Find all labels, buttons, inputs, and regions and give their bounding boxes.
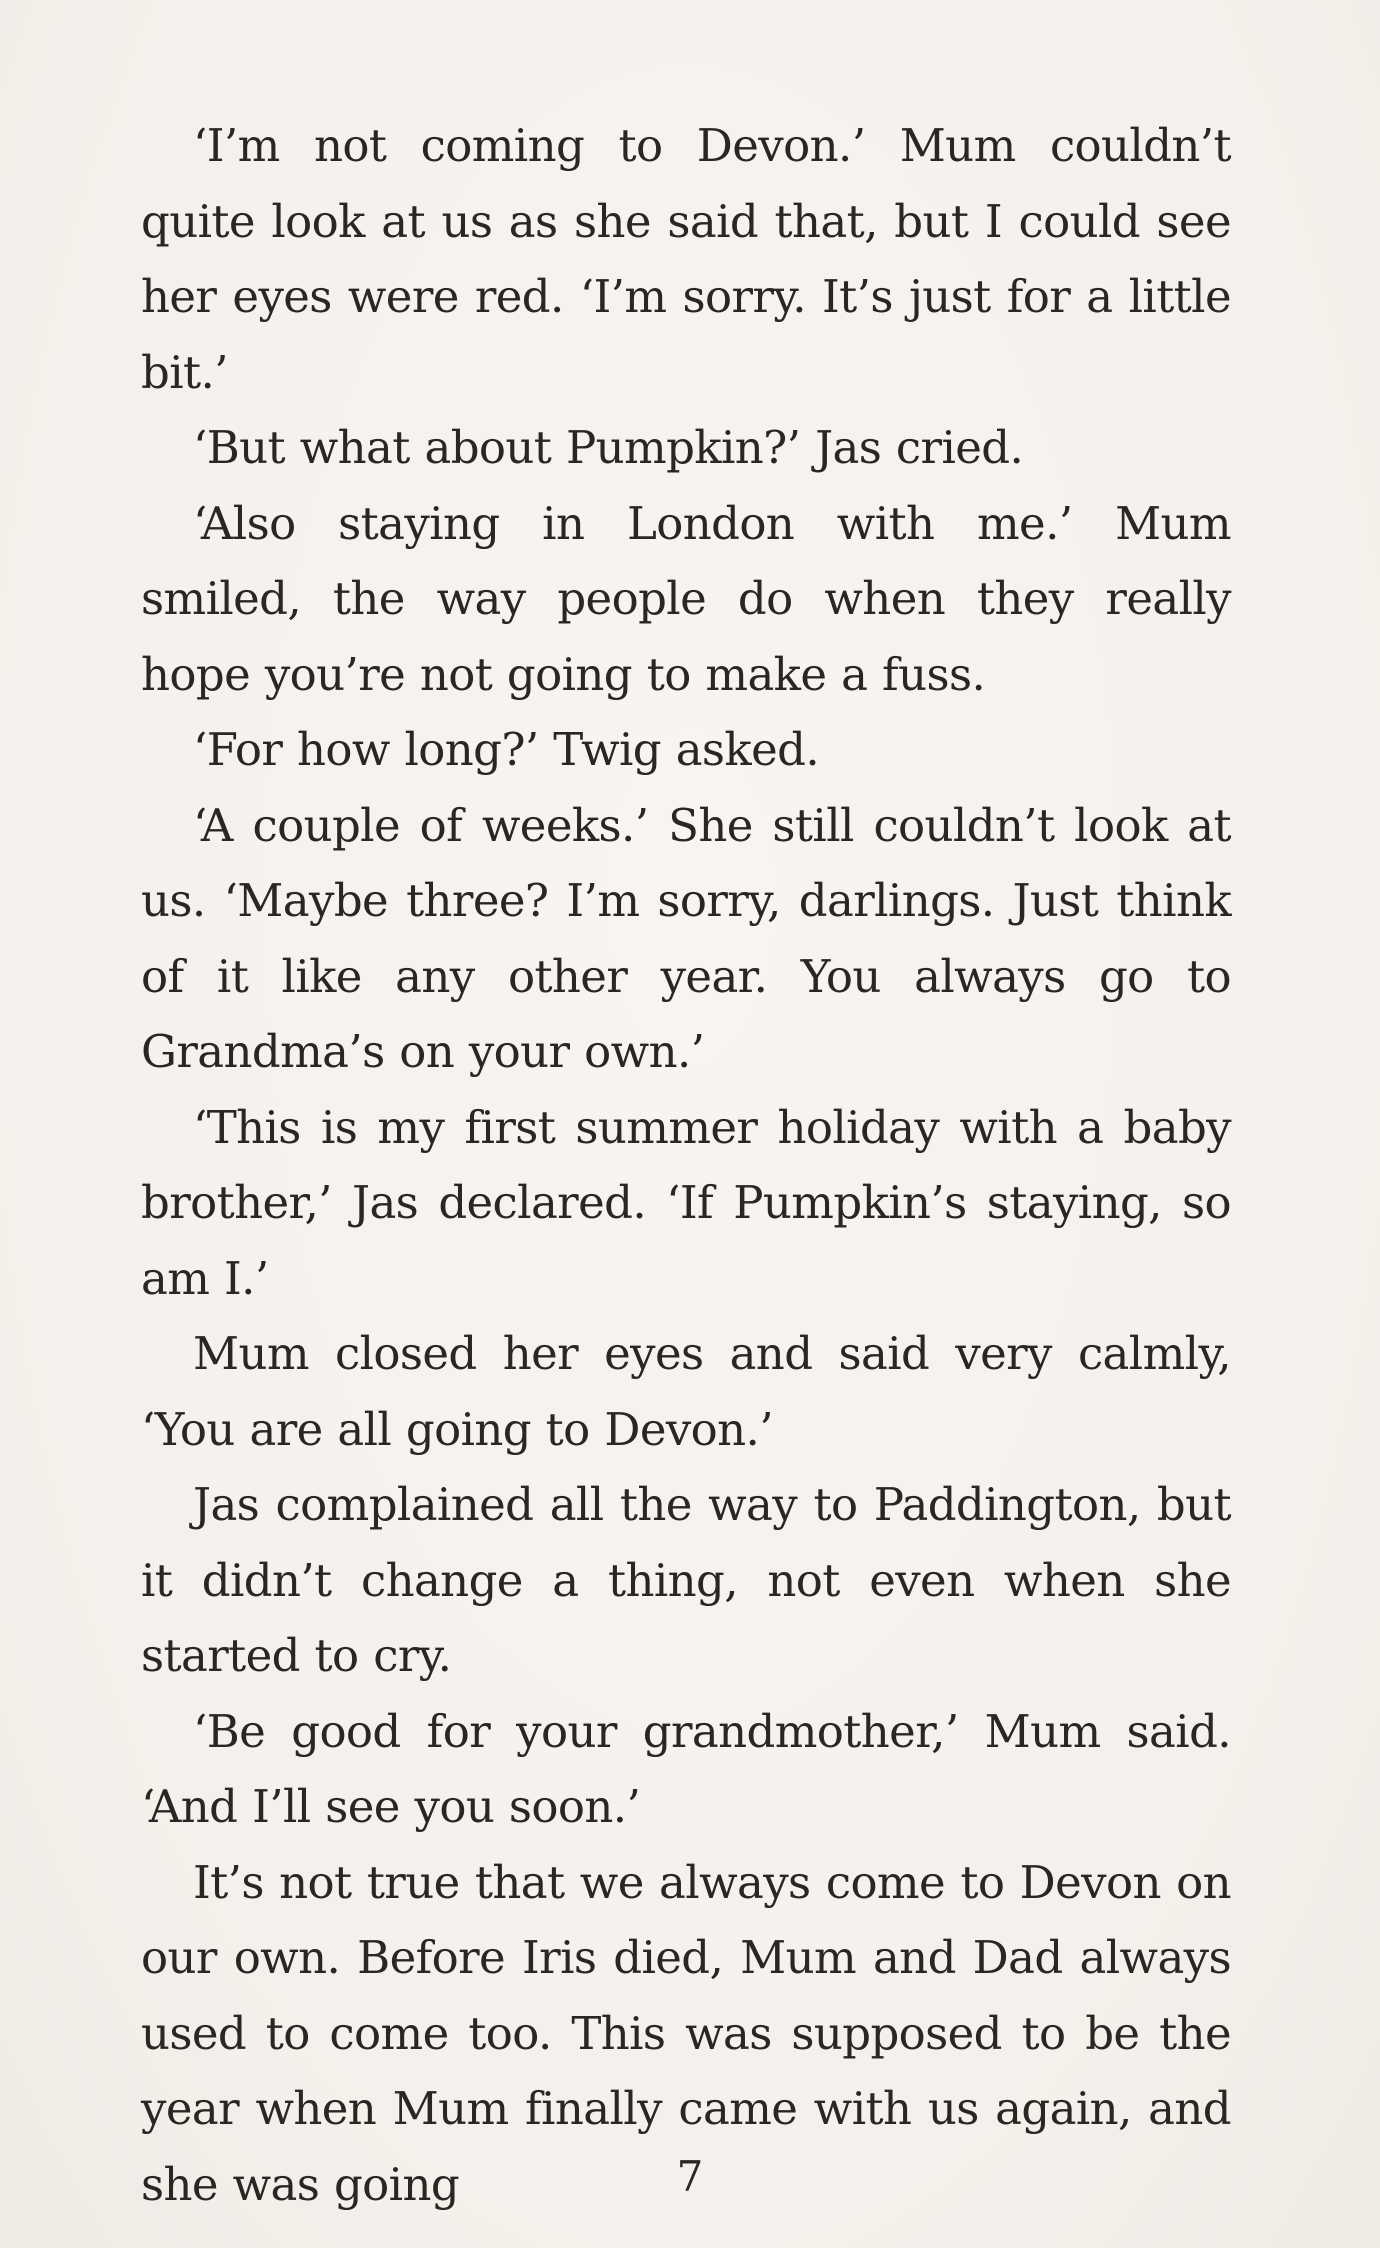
body-text <box>141 108 1231 2222</box>
paragraph-5: ‘A couple of weeks.’ She still couldn’t look at us. ‘Maybe three? I’m sorry, darlings. Just think of it like any other year. You always go to Grandma’s on your own.’ <box>141 798 1231 1078</box>
paragraph-3: ‘Also staying in London with me.’ Mum smiled, the way people do when they really hope you’re not going to make a fuss. <box>141 496 1231 701</box>
paragraph-10: It’s not true that we always come to Devon on our own. Before Iris died, Mum and Dad always used to come too. This was supposed to be the year when Mum finally came with us again, and she was going <box>141 1855 1231 2211</box>
paragraph-6: ‘This is my first summer holiday with a baby brother,’ Jas declared. ‘If Pumpkin’s staying, so am I.’ <box>141 1100 1231 1305</box>
paragraph-4: ‘For how long?’ Twig asked. <box>193 723 820 776</box>
page-number: 7 <box>676 2152 704 2201</box>
paragraph-8: Jas complained all the way to Paddington, but it didn’t change a thing, not even when she started to cry. <box>141 1478 1231 1682</box>
paragraph-2: ‘But what about Pumpkin?’ Jas cried. <box>193 421 1024 474</box>
paragraph-1: ‘I’m not coming to Devon.’ Mum couldn’t quite look at us as she said that, but I could see her eyes were red. ‘I’m sorry. It’s just for a little bit.’ <box>141 119 1231 399</box>
paragraph-7: Mum closed her eyes and said very calmly, ‘You are all going to Devon.’ <box>141 1327 1231 1456</box>
paragraph-9: ‘Be good for your grandmother,’ Mum said. ‘And I’ll see you soon.’ <box>141 1704 1231 1833</box>
